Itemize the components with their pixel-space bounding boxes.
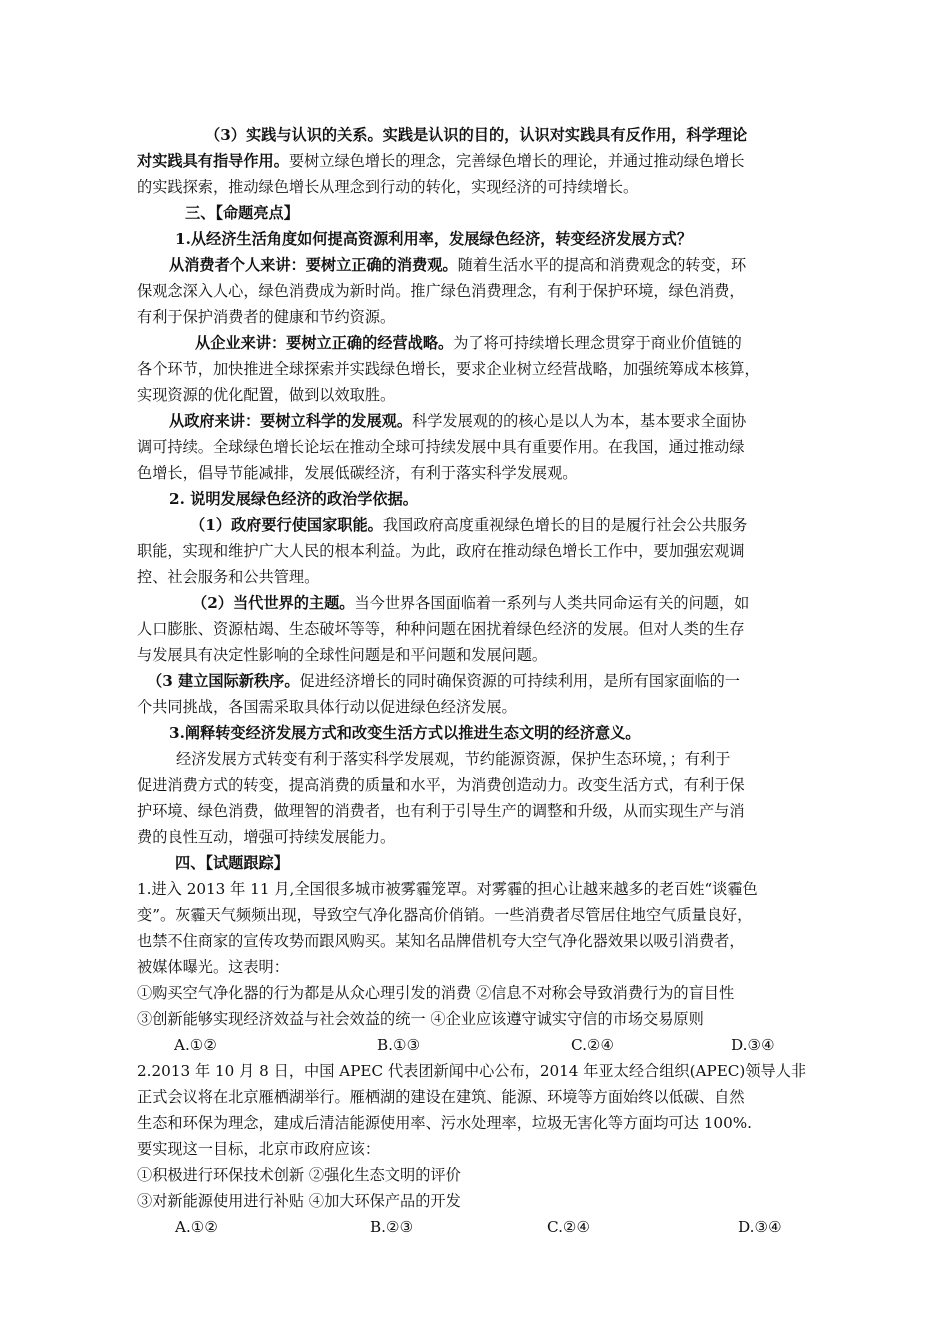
body-text: 当今世界各国面临着一系列与人类共同命运有关的问题，如 xyxy=(354,594,750,612)
bold-text: （3 建立国际新秩序。 xyxy=(147,672,300,690)
body-text: 生态和环保为理念，建成后清洁能源使用率、污水处理率，垃圾无害化等方面均可达 100%. xyxy=(137,1114,753,1132)
body-text: 被媒体曝光。这表明： xyxy=(137,958,289,976)
text-line xyxy=(147,671,740,691)
body-text: 实现资源的优化配置，做到以效取胜。 xyxy=(137,386,396,404)
text-line xyxy=(205,125,747,145)
bold-text: 从企业来讲：要树立正确的经营战略。 xyxy=(195,334,454,352)
text-line xyxy=(192,593,749,613)
text-line xyxy=(137,541,745,561)
body-text: 变”。灰霾天气频频出现，导致空气净化器高价俏销。一些消费者尽管居住地空气质量良好， xyxy=(137,906,753,924)
section-heading xyxy=(175,853,289,873)
bold-text: （1）政府要行使国家职能。 xyxy=(190,516,383,534)
question-text xyxy=(137,879,758,899)
text-line xyxy=(137,827,395,847)
body-text: 人口膨胀、资源枯竭、生态破坏等等，种种问题在困扰着绿色经济的发展。但对人类的生存 xyxy=(137,620,745,638)
bold-text: 从消费者个人来讲：要树立正确的消费观。 xyxy=(169,256,458,274)
bold-text: 2. 说明发展绿色经济的政治学依据。 xyxy=(169,490,418,508)
body-text: 1.进入 2013 年 11 月,全国很多城市被雾霾笼罩。对雾霾的担心让越来越多的老百姓“谈霾色 xyxy=(137,880,758,898)
body-text: 促进消费方式的转变，提高消费的质量和水平，为消费创造动力。改变生活方式，有利于保 xyxy=(137,776,745,794)
text-line xyxy=(176,749,730,769)
question-text xyxy=(137,1061,806,1081)
body-text: 2.2013 年 10 月 8 日，中国 APEC 代表团新闻中心公布，2014 年亚太经合组织(APEC)领导人非 xyxy=(137,1062,807,1080)
bold-text: （3）实践与认识的关系。实践是认识的目的，认识对实践具有反作用，科学理论 xyxy=(205,126,748,144)
text-line xyxy=(195,333,742,353)
body-text: 各个环节，加快推进全球探索并实践绿色增长，要求企业树立经营战略，加强统筹成本核算， xyxy=(137,360,760,378)
bold-text: 三、【命题亮点】 xyxy=(185,204,299,222)
bold-text: 对实践具有指导作用。 xyxy=(137,152,289,170)
body-text: 要树立绿色增长的理念，完善绿色增长的理论，并通过推动绿色增长 xyxy=(288,152,745,170)
question-choice-line xyxy=(137,1165,461,1185)
q1-option-b: B.①③ xyxy=(377,1036,421,1054)
body-text: 个共同挑战，各国需采取具体行动以促进绿色经济发展。 xyxy=(137,698,517,716)
text-line xyxy=(137,385,395,405)
body-text: 我国政府高度重视绿色增长的目的是履行社会公共服务 xyxy=(382,516,748,534)
question-choice-line xyxy=(137,1009,704,1029)
body-text: 的实践探索，推动绿色增长从理念到行动的转化，实现经济的可持续增长。 xyxy=(137,178,639,196)
body-text: 科学发展观的的核心是以人为本，基本要求全面协 xyxy=(412,412,747,430)
body-text: 也禁不住商家的宣传攻势而跟风购买。某知名品牌借机夸大空气净化器效果以吸引消费者， xyxy=(137,932,745,950)
text-line xyxy=(137,567,319,587)
text-line xyxy=(137,645,547,665)
text-line xyxy=(137,177,638,197)
q1-option-c: C.②④ xyxy=(571,1036,615,1054)
text-line xyxy=(137,437,745,457)
question-text xyxy=(137,931,745,951)
text-line xyxy=(137,151,745,171)
bold-text: 四、【试题跟踪】 xyxy=(175,854,289,872)
question-text xyxy=(137,957,289,977)
text-line xyxy=(137,307,395,327)
text-line xyxy=(137,359,760,379)
body-text: 色增长，倡导节能减排，发展低碳经济，有利于落实科学发展观。 xyxy=(137,464,578,482)
body-text: 与发展具有决定性影响的全球性问题是和平问题和发展问题。 xyxy=(137,646,548,664)
question-heading xyxy=(169,723,640,743)
body-text: ③对新能源使用进行补贴 ④加大环保产品的开发 xyxy=(137,1192,461,1210)
body-text: 有利于保护消费者的健康和节约资源。 xyxy=(137,308,396,326)
body-text: 为了将可持续增长理念贯穿于商业价值链的 xyxy=(453,334,742,352)
question-choice-line xyxy=(137,983,734,1003)
question-heading xyxy=(175,229,692,249)
bold-text: 3.阐释转变经济发展方式和改变生活方式以推进生态文明的经济意义。 xyxy=(169,724,641,742)
bold-text: 1.从经济生活角度如何提高资源利用率，发展绿色经济，转变经济发展方式？ xyxy=(175,230,693,248)
q1-option-d: D.③④ xyxy=(731,1036,775,1054)
q1-option-a: A.①② xyxy=(174,1036,218,1054)
body-text: 控、社会服务和公共管理。 xyxy=(137,568,320,586)
question-text xyxy=(137,1139,380,1159)
text-line xyxy=(137,801,745,821)
bold-text: （2）当代世界的主题。 xyxy=(192,594,355,612)
body-text: 职能，实现和维护广大人民的根本利益。为此，政府在推动绿色增长工作中，要加强宏观调 xyxy=(137,542,745,560)
q2-option-d: D.③④ xyxy=(738,1218,782,1236)
q2-option-c: C.②④ xyxy=(547,1218,591,1236)
body-text: ①积极进行环保技术创新 ②强化生态文明的评价 xyxy=(137,1166,461,1184)
body-text: 经济发展方式转变有利于落实科学发展观，节约能源资源，保护生态环境，；有利于 xyxy=(176,750,731,768)
body-text: 保观念深入人心，绿色消费成为新时尚。推广绿色消费理念，有利于保护环境，绿色消费， xyxy=(137,282,745,300)
body-text: 随着生活水平的提高和消费观念的转变，环 xyxy=(457,256,747,274)
q2-option-b: B.②③ xyxy=(370,1218,414,1236)
question-choice-line xyxy=(137,1191,461,1211)
question-text xyxy=(137,1087,745,1107)
text-line xyxy=(137,775,745,795)
text-line xyxy=(169,411,746,431)
body-text: 要实现这一目标，北京市政府应该： xyxy=(137,1140,380,1158)
section-heading xyxy=(185,203,299,223)
question-text xyxy=(137,905,752,925)
text-line xyxy=(137,619,745,639)
body-text: 费的良性互动，增强可持续发展能力。 xyxy=(137,828,396,846)
body-text: ①购买空气净化器的行为都是从众心理引发的消费 ②信息不对称会导致消费行为的盲目性 xyxy=(137,984,735,1002)
body-text: 调可持续。全球绿色增长论坛在推动全球可持续发展中具有重要作用。在我国，通过推动绿 xyxy=(137,438,745,456)
question-text xyxy=(137,1113,752,1133)
text-line xyxy=(137,281,745,301)
text-line xyxy=(169,255,746,275)
body-text: 护环境、绿色消费，做理智的消费者，也有利于引导生产的调整和升级，从而实现生产与消 xyxy=(137,802,745,820)
text-line xyxy=(190,515,747,535)
body-text: 促进经济增长的同时确保资源的可持续利用，是所有国家面临的一 xyxy=(299,672,740,690)
body-text: 正式会议将在北京雁栖湖举行。雁栖湖的建设在建筑、能源、环境等方面始终以低碳、自然 xyxy=(137,1088,745,1106)
body-text: ③创新能够实现经济效益与社会效益的统一 ④企业应该遵守诚实守信的市场交易原则 xyxy=(137,1010,704,1028)
question-heading xyxy=(169,489,418,509)
text-line xyxy=(137,463,577,483)
text-line xyxy=(137,697,517,717)
bold-text: 从政府来讲：要树立科学的发展观。 xyxy=(169,412,412,430)
q2-option-a: A.①② xyxy=(175,1218,219,1236)
